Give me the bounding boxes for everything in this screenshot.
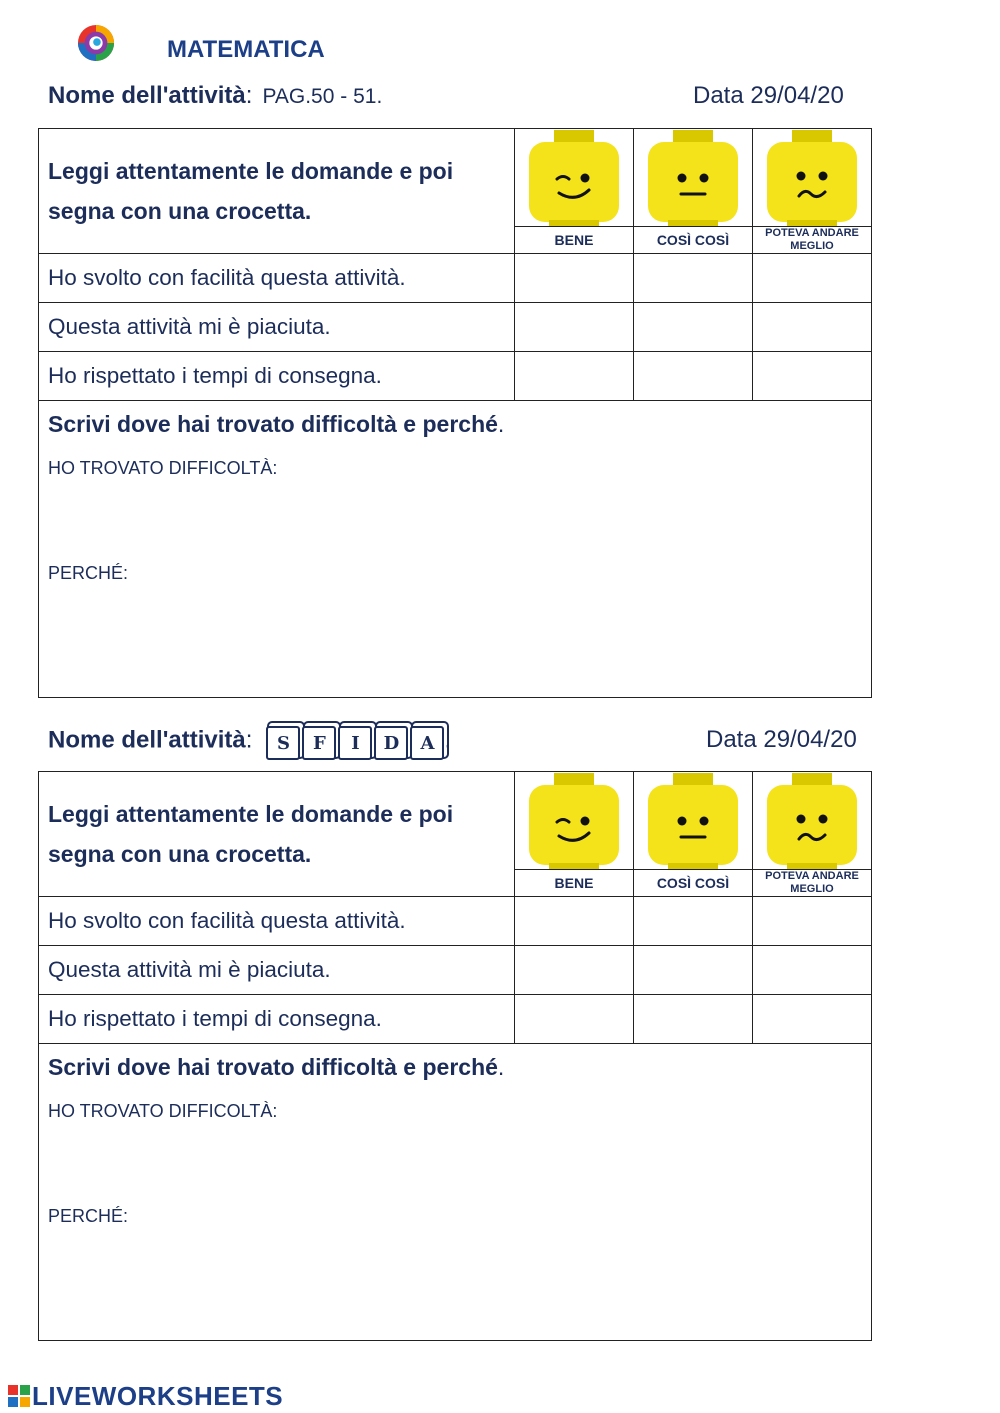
write-title: Scrivi dove hai trovato difficoltà e perché.: [48, 411, 505, 437]
rating-face-cell: [515, 772, 634, 870]
question-text: Ho rispettato i tempi di consegna.: [39, 352, 515, 401]
evaluation-table: [38, 771, 872, 1341]
wink-smile-face-icon: [529, 130, 619, 226]
rating-label-bene: BENE: [515, 227, 634, 254]
check-cell-poteva-meglio[interactable]: [753, 254, 872, 303]
check-cell-poteva-meglio[interactable]: [753, 897, 872, 946]
difficulty-label: HO TROVATO DIFFICOLTÀ:: [48, 458, 278, 478]
question-text: Questa attività mi è piaciuta.: [39, 946, 515, 995]
activity-name-row: [48, 82, 382, 110]
letter-block: F: [302, 726, 336, 760]
check-cell-bene[interactable]: [515, 254, 634, 303]
question-row: [39, 995, 872, 1044]
why-label: PERCHÉ:: [48, 563, 129, 583]
wink-smile-face-icon: [529, 773, 619, 869]
letter-block: I: [338, 726, 372, 760]
activity-name-label: Nome dell'attività: [48, 82, 246, 109]
check-cell-cosi-cosi[interactable]: [634, 303, 753, 352]
evaluation-table: [38, 128, 872, 698]
neutral-face-icon: [648, 130, 738, 226]
check-cell-poteva-meglio[interactable]: [753, 303, 872, 352]
question-row: [39, 254, 872, 303]
check-cell-cosi-cosi[interactable]: [634, 946, 753, 995]
check-cell-cosi-cosi[interactable]: [634, 897, 753, 946]
neutral-face-icon: [648, 773, 738, 869]
instruction-text: Leggi attentamente le domande e poi segna con una crocetta.: [39, 129, 515, 254]
activity-name-colon: :: [245, 82, 253, 109]
subject-title: MATEMATICA: [167, 36, 325, 63]
check-cell-poteva-meglio[interactable]: [753, 352, 872, 401]
footer-brand-text: LIVEWORKSHEETS: [32, 1381, 284, 1411]
rating-face-cell: [515, 129, 634, 227]
sfida-blocks: [266, 722, 444, 760]
question-row: [39, 303, 872, 352]
activity-date: Data 29/04/20: [706, 726, 857, 753]
check-cell-cosi-cosi[interactable]: [634, 254, 753, 303]
rating-label-cosi-cosi: COSÌ COSÌ: [634, 870, 753, 897]
check-cell-poteva-meglio[interactable]: [753, 946, 872, 995]
check-cell-bene[interactable]: [515, 995, 634, 1044]
check-cell-bene[interactable]: [515, 303, 634, 352]
question-row: [39, 352, 872, 401]
question-text: Questa attività mi è piaciuta.: [39, 303, 515, 352]
worried-face-icon: [767, 773, 857, 869]
check-cell-bene[interactable]: [515, 352, 634, 401]
rating-label-poteva-andare-meglio: POTEVA ANDARE MEGLIO: [753, 227, 872, 254]
activity-name-colon: :: [245, 726, 253, 754]
footer-brand[interactable]: [8, 1381, 283, 1412]
rating-label-cosi-cosi: COSÌ COSÌ: [634, 227, 753, 254]
question-text: Ho rispettato i tempi di consegna.: [39, 995, 515, 1044]
activity-date: Data 29/04/20: [693, 82, 844, 109]
activity-name-label: Nome dell'attività: [48, 726, 246, 754]
question-row: [39, 897, 872, 946]
why-label: PERCHÉ:: [48, 1206, 129, 1226]
liveworksheets-logo-icon: [8, 1385, 30, 1407]
check-cell-cosi-cosi[interactable]: [634, 352, 753, 401]
activity-name-row: [48, 722, 451, 760]
write-title: Scrivi dove hai trovato difficoltà e perché.: [48, 1054, 505, 1080]
letter-block: A: [410, 726, 444, 760]
rating-label-bene: BENE: [515, 870, 634, 897]
rating-face-cell: [634, 129, 753, 227]
check-cell-bene[interactable]: [515, 946, 634, 995]
rating-face-cell: [753, 129, 872, 227]
activity-name-value: PAG.50 - 51.: [262, 85, 383, 108]
check-cell-poteva-meglio[interactable]: [753, 995, 872, 1044]
worried-face-icon: [767, 130, 857, 226]
rating-face-cell: [634, 772, 753, 870]
question-text: Ho svolto con facilità questa attività.: [39, 254, 515, 303]
activity-dot: .: [444, 726, 452, 754]
rating-face-cell: [753, 772, 872, 870]
letter-block: D: [374, 726, 408, 760]
spiral-logo-icon: [77, 24, 115, 62]
difficulty-write-area[interactable]: [39, 1044, 872, 1341]
question-text: Ho svolto con facilità questa attività.: [39, 897, 515, 946]
rating-label-poteva-andare-meglio: POTEVA ANDARE MEGLIO: [753, 870, 872, 897]
difficulty-label: HO TROVATO DIFFICOLTÀ:: [48, 1101, 278, 1121]
instruction-text: Leggi attentamente le domande e poi segna con una crocetta.: [39, 772, 515, 897]
difficulty-write-area[interactable]: [39, 401, 872, 698]
question-row: [39, 946, 872, 995]
check-cell-cosi-cosi[interactable]: [634, 995, 753, 1044]
letter-block: S: [266, 726, 300, 760]
check-cell-bene[interactable]: [515, 897, 634, 946]
